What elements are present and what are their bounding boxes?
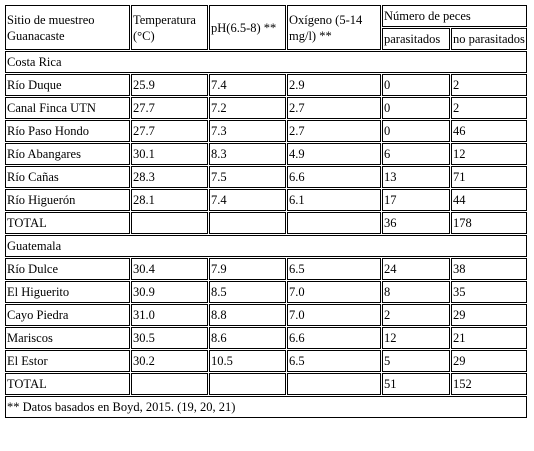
cell-not-parasitized: 29 xyxy=(451,304,527,326)
cell-temp: 30.2 xyxy=(131,350,208,372)
cell-ph: 10.5 xyxy=(209,350,286,372)
cell-site: Río Duque xyxy=(5,74,130,96)
cell-parasitized: 13 xyxy=(382,166,450,188)
cell-temp: 30.1 xyxy=(131,143,208,165)
header-temperature: Temperatura (°C) xyxy=(131,5,208,50)
cell-not-parasitized: 71 xyxy=(451,166,527,188)
cell-oxygen: 6.5 xyxy=(287,258,381,280)
header-row-1 xyxy=(5,5,527,27)
cell-oxygen: 2.7 xyxy=(287,120,381,142)
cell-oxygen: 6.1 xyxy=(287,189,381,211)
cell-not-parasitized: 35 xyxy=(451,281,527,303)
cell-site: Río Paso Hondo xyxy=(5,120,130,142)
table-row xyxy=(5,97,527,119)
table-body xyxy=(5,5,527,418)
footnote: ** Datos basados en Boyd, 2015. (19, 20, 21) xyxy=(5,396,527,418)
cell-temp: 28.1 xyxy=(131,189,208,211)
cell-not-parasitized: 12 xyxy=(451,143,527,165)
cell-temp: 25.9 xyxy=(131,74,208,96)
total-label: TOTAL xyxy=(5,212,130,234)
cell-ph: 8.8 xyxy=(209,304,286,326)
total-not-parasitized: 152 xyxy=(451,373,527,395)
section-row xyxy=(5,235,527,257)
table-row xyxy=(5,143,527,165)
cell-not-parasitized: 38 xyxy=(451,258,527,280)
total-row xyxy=(5,212,527,234)
cell-temp: 30.4 xyxy=(131,258,208,280)
total-parasitized: 36 xyxy=(382,212,450,234)
total-not-parasitized: 178 xyxy=(451,212,527,234)
cell-not-parasitized: 29 xyxy=(451,350,527,372)
cell-oxygen: 6.6 xyxy=(287,166,381,188)
cell-parasitized: 0 xyxy=(382,74,450,96)
cell-oxygen: 2.9 xyxy=(287,74,381,96)
cell-parasitized: 17 xyxy=(382,189,450,211)
section-label: Costa Rica xyxy=(5,51,527,73)
cell-not-parasitized: 2 xyxy=(451,97,527,119)
cell-oxygen: 2.7 xyxy=(287,97,381,119)
cell-oxygen: 6.5 xyxy=(287,350,381,372)
cell-ph: 7.4 xyxy=(209,74,286,96)
total-empty-cell xyxy=(209,212,286,234)
cell-parasitized: 12 xyxy=(382,327,450,349)
cell-ph: 8.6 xyxy=(209,327,286,349)
cell-site: Canal Finca UTN xyxy=(5,97,130,119)
total-empty-cell xyxy=(287,373,381,395)
cell-parasitized: 5 xyxy=(382,350,450,372)
cell-temp: 31.0 xyxy=(131,304,208,326)
cell-ph: 7.5 xyxy=(209,166,286,188)
cell-site: El Higuerito xyxy=(5,281,130,303)
cell-site: Mariscos xyxy=(5,327,130,349)
cell-not-parasitized: 46 xyxy=(451,120,527,142)
table-row xyxy=(5,304,527,326)
cell-parasitized: 6 xyxy=(382,143,450,165)
total-empty-cell xyxy=(131,373,208,395)
cell-temp: 30.5 xyxy=(131,327,208,349)
table-row xyxy=(5,350,527,372)
cell-not-parasitized: 44 xyxy=(451,189,527,211)
cell-parasitized: 0 xyxy=(382,120,450,142)
total-label: TOTAL xyxy=(5,373,130,395)
cell-oxygen: 7.0 xyxy=(287,304,381,326)
water-quality-table xyxy=(4,4,528,419)
header-parasitized: parasitados xyxy=(382,28,450,50)
cell-parasitized: 24 xyxy=(382,258,450,280)
total-empty-cell xyxy=(209,373,286,395)
cell-parasitized: 8 xyxy=(382,281,450,303)
cell-parasitized: 0 xyxy=(382,97,450,119)
total-parasitized: 51 xyxy=(382,373,450,395)
cell-ph: 7.4 xyxy=(209,189,286,211)
header-ph: pH(6.5-8) ** xyxy=(209,5,286,50)
header-oxygen: Oxígeno (5-14 mg/l) ** xyxy=(287,5,381,50)
header-not-parasitized: no parasitados xyxy=(451,28,527,50)
table-row xyxy=(5,120,527,142)
footnote-row xyxy=(5,396,527,418)
cell-ph: 8.5 xyxy=(209,281,286,303)
header-site: Sitio de muestreo Guanacaste xyxy=(5,5,130,50)
cell-site: Río Abangares xyxy=(5,143,130,165)
table-row xyxy=(5,258,527,280)
cell-not-parasitized: 21 xyxy=(451,327,527,349)
table-row xyxy=(5,281,527,303)
table-row xyxy=(5,166,527,188)
total-empty-cell xyxy=(287,212,381,234)
cell-site: Cayo Piedra xyxy=(5,304,130,326)
total-empty-cell xyxy=(131,212,208,234)
table-row xyxy=(5,189,527,211)
cell-site: Río Cañas xyxy=(5,166,130,188)
total-row xyxy=(5,373,527,395)
cell-oxygen: 6.6 xyxy=(287,327,381,349)
cell-ph: 7.2 xyxy=(209,97,286,119)
cell-ph: 7.9 xyxy=(209,258,286,280)
cell-oxygen: 7.0 xyxy=(287,281,381,303)
cell-temp: 27.7 xyxy=(131,120,208,142)
cell-temp: 30.9 xyxy=(131,281,208,303)
cell-oxygen: 4.9 xyxy=(287,143,381,165)
cell-temp: 28.3 xyxy=(131,166,208,188)
section-row xyxy=(5,51,527,73)
section-label: Guatemala xyxy=(5,235,527,257)
cell-parasitized: 2 xyxy=(382,304,450,326)
cell-ph: 7.3 xyxy=(209,120,286,142)
cell-not-parasitized: 2 xyxy=(451,74,527,96)
table-row xyxy=(5,327,527,349)
header-fish-count: Número de peces xyxy=(382,5,527,27)
cell-temp: 27.7 xyxy=(131,97,208,119)
cell-site: El Estor xyxy=(5,350,130,372)
cell-site: Río Higuerón xyxy=(5,189,130,211)
table-row xyxy=(5,74,527,96)
cell-ph: 8.3 xyxy=(209,143,286,165)
cell-site: Río Dulce xyxy=(5,258,130,280)
